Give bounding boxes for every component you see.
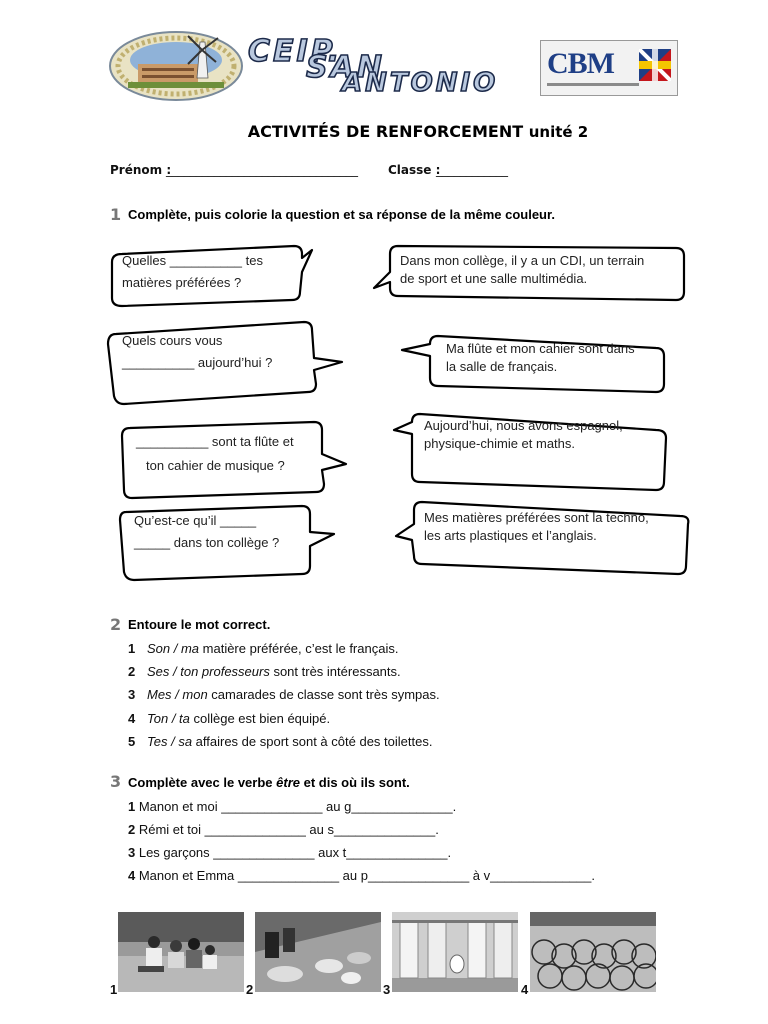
- bubble-line: ton cahier de musique ?: [146, 458, 285, 473]
- sentence-rest: matière préférée, c’est le français.: [199, 641, 399, 656]
- answer-bubble-3: [424, 417, 623, 453]
- cafeteria-trays-photo: [255, 912, 381, 992]
- bubble-line: matières préférées ?: [122, 275, 242, 290]
- question-bubble-3: [136, 430, 294, 478]
- answer-bubble-4: [424, 509, 649, 545]
- exercise-number: 3: [110, 772, 122, 791]
- prenom-label: Prénom :: [110, 163, 172, 177]
- item-number: 1: [128, 799, 136, 814]
- exercise-instruction: Complète, puis colorie la question et sa réponse de la même couleur.: [128, 207, 555, 222]
- question-bubble-4: [134, 510, 279, 554]
- sentence: Manon et moi ______________ au g______________.: [135, 799, 457, 814]
- photo-label: 3: [383, 982, 391, 997]
- exercise3-item: [128, 868, 595, 883]
- bicycles-rack-photo: [530, 912, 656, 992]
- bubble-line: Dans mon collège, il y a un CDI, un terrain: [400, 253, 645, 268]
- photo-label: 4: [521, 982, 529, 997]
- toilet-stalls-photo: [392, 912, 518, 992]
- school-name-line: ANTONIO: [342, 68, 499, 98]
- exercise2-item: [128, 687, 440, 702]
- sentence-rest: sont très intéressants.: [269, 664, 401, 679]
- exercise-number: 1: [110, 205, 122, 224]
- sentence: Rémi et toi ______________ au s______________.: [135, 822, 439, 837]
- exercise2-item: [128, 711, 330, 726]
- sentence-rest: collège est bien équipé.: [189, 711, 331, 726]
- answer-bubble-1: [400, 252, 644, 288]
- bubble-line: Quelles __________ tes: [122, 253, 263, 268]
- instruction-part: Complète avec le verbe: [128, 775, 277, 790]
- bubble-line: Ma flûte et mon cahier sont dans: [446, 341, 635, 356]
- students-sitting-floor-photo: [118, 912, 244, 992]
- bubble-line: la salle de français.: [446, 359, 558, 374]
- bubble-line: les arts plastiques et l’anglais.: [424, 528, 597, 543]
- classe-blank: ____________: [436, 163, 508, 177]
- exercise3-item: [128, 845, 451, 860]
- sentence-rest: affaires de sport sont à côté des toilettes.: [192, 734, 433, 749]
- bubble-line: __________ aujourd’hui ?: [122, 355, 273, 370]
- title-main: ACTIVITÉS DE RENFORCEMENT: [247, 122, 524, 141]
- bubble-line: _____ dans ton collège ?: [134, 535, 280, 550]
- exercise3-item: [128, 822, 439, 837]
- bubble-line: Quels cours vous: [122, 333, 223, 348]
- bubble-line: Aujourd’hui, nous avons espagnol,: [424, 418, 623, 433]
- photo-label: 2: [246, 982, 254, 997]
- cbm-logo-text: CBM: [547, 47, 614, 80]
- item-number: 3: [128, 845, 136, 860]
- prenom-blank: ________________________________: [166, 163, 358, 177]
- word-choice: Ses / ton professeurs: [147, 664, 270, 679]
- classe-label: Classe :: [388, 163, 441, 177]
- sentence-rest: camarades de classe sont très sympas.: [207, 687, 440, 702]
- item-number: 1: [128, 641, 136, 656]
- answer-bubble-2: [446, 340, 635, 376]
- item-number: 4: [128, 868, 136, 883]
- word-choice: Mes / mon: [147, 687, 208, 702]
- bubble-line: Mes matières préférées sont la techno,: [424, 510, 649, 525]
- instruction-part: et dis où ils sont.: [300, 775, 410, 790]
- item-number: 2: [128, 822, 136, 837]
- bubble-line: __________ sont ta flûte et: [136, 434, 294, 449]
- bubble-line: Qu’est-ce qu’il _____: [134, 513, 257, 528]
- school-name-line: SAN: [306, 50, 385, 85]
- exercise-number: 2: [110, 615, 122, 634]
- sentence: Manon et Emma ______________ au p______________ à v______________.: [135, 868, 595, 883]
- sentence: Les garçons ______________ aux t______________.: [135, 845, 452, 860]
- exercise-instruction: Entoure le mot correct.: [128, 617, 271, 632]
- item-number: 5: [128, 734, 136, 749]
- bubble-line: physique-chimie et maths.: [424, 436, 576, 451]
- question-bubble-2: [122, 330, 272, 374]
- word-choice: Son / ma: [147, 641, 200, 656]
- bubble-line: de sport et une salle multimédia.: [400, 271, 588, 286]
- school-name-line: CEIP.: [248, 34, 343, 69]
- word-choice: Tes / sa: [147, 734, 193, 749]
- item-number: 4: [128, 711, 136, 726]
- exercise2-item: [128, 664, 401, 679]
- exercise-instruction: [128, 775, 410, 790]
- item-number: 3: [128, 687, 136, 702]
- instruction-verb: être: [276, 775, 300, 790]
- exercise3-item: [128, 799, 456, 814]
- item-number: 2: [128, 664, 136, 679]
- exercise2-item: [128, 641, 398, 656]
- word-choice: Ton / ta: [147, 711, 190, 726]
- exercise2-item: [128, 734, 432, 749]
- photo-label: 1: [110, 982, 118, 997]
- title-unit: unité 2: [528, 123, 589, 141]
- question-bubble-1: [122, 250, 263, 294]
